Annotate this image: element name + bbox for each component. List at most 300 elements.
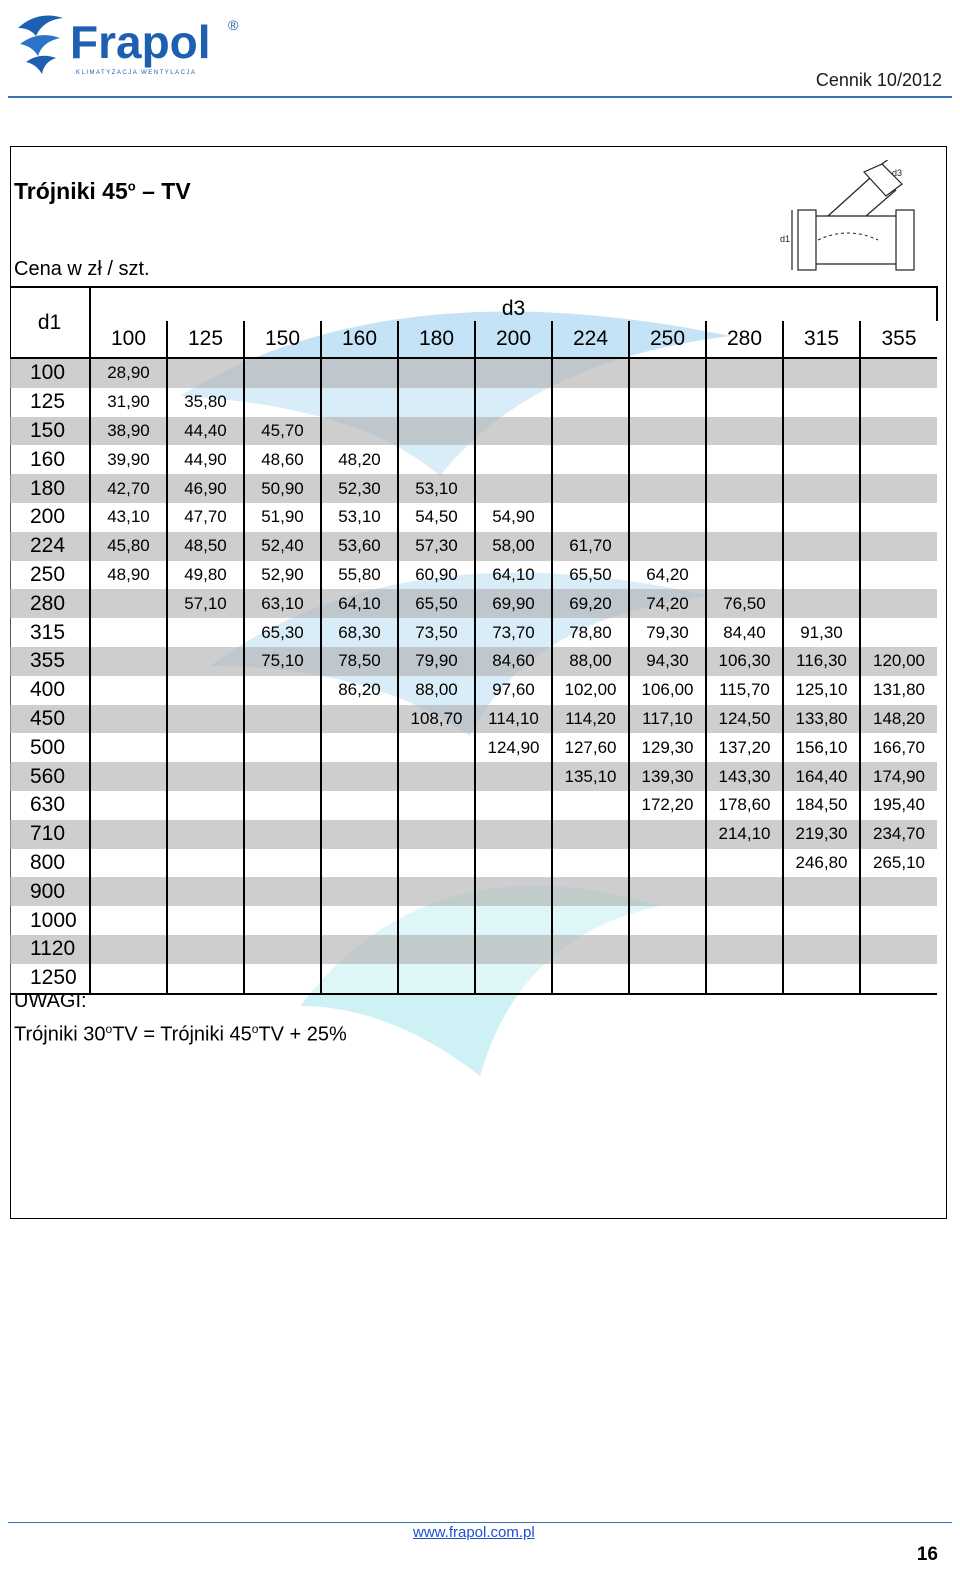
price-cell <box>552 358 629 388</box>
price-cell <box>398 791 475 820</box>
price-cell <box>321 417 398 446</box>
price-cell: 137,20 <box>706 733 783 762</box>
price-cell <box>167 877 244 906</box>
price-cell <box>90 849 167 878</box>
price-cell <box>552 503 629 532</box>
price-cell <box>244 906 321 935</box>
price-cell <box>783 417 860 446</box>
price-cell <box>398 388 475 417</box>
price-cell: 57,10 <box>167 589 244 618</box>
row-header-d1: 800 <box>10 849 90 878</box>
column-header: 100 <box>90 321 167 358</box>
price-cell: 46,90 <box>167 474 244 503</box>
price-cell <box>244 791 321 820</box>
column-header: 355 <box>860 321 937 358</box>
column-header: 180 <box>398 321 475 358</box>
price-cell <box>629 474 706 503</box>
price-cell: 78,80 <box>552 618 629 647</box>
price-cell <box>860 935 937 964</box>
price-cell <box>167 733 244 762</box>
price-cell <box>706 503 783 532</box>
price-cell <box>167 762 244 791</box>
row-header-d1: 1000 <box>10 906 90 935</box>
price-cell <box>90 791 167 820</box>
row-header-d1: 125 <box>10 388 90 417</box>
price-cell <box>475 762 552 791</box>
price-cell: 164,40 <box>783 762 860 791</box>
row-header-d1: 560 <box>10 762 90 791</box>
price-cell: 48,90 <box>90 561 167 590</box>
price-cell <box>475 417 552 446</box>
price-cell <box>475 358 552 388</box>
table-row <box>10 705 937 734</box>
price-cell <box>167 647 244 676</box>
table-row <box>10 733 937 762</box>
row-header-d1: 200 <box>10 503 90 532</box>
price-cell <box>860 964 937 994</box>
price-cell <box>90 935 167 964</box>
price-cell: 143,30 <box>706 762 783 791</box>
price-cell: 61,70 <box>552 532 629 561</box>
header-divider <box>8 96 952 98</box>
price-cell: 64,10 <box>475 561 552 590</box>
price-cell <box>706 877 783 906</box>
tee-fitting-diagram <box>778 160 938 275</box>
row-header-d1: 224 <box>10 532 90 561</box>
price-cell <box>398 820 475 849</box>
table-row <box>10 503 937 532</box>
column-header: 250 <box>629 321 706 358</box>
table-row <box>10 589 937 618</box>
price-cell <box>783 388 860 417</box>
price-cell <box>629 388 706 417</box>
table-row <box>10 877 937 906</box>
price-cell: 156,10 <box>783 733 860 762</box>
price-cell <box>706 906 783 935</box>
price-cell: 52,40 <box>244 532 321 561</box>
price-cell <box>860 561 937 590</box>
price-cell <box>783 503 860 532</box>
price-cell <box>321 358 398 388</box>
price-cell <box>475 849 552 878</box>
page-title: Trójniki 45$^o$ – TV <box>14 178 191 204</box>
row-header-d1: 1120 <box>10 935 90 964</box>
price-cell <box>398 417 475 446</box>
column-header: 200 <box>475 321 552 358</box>
price-unit-label: Cena w zł / szt. <box>14 258 150 280</box>
price-cell: 114,20 <box>552 705 629 734</box>
price-cell: 65,50 <box>552 561 629 590</box>
header-d1: d1 <box>10 287 90 358</box>
price-cell: 86,20 <box>321 676 398 705</box>
price-cell: 214,10 <box>706 820 783 849</box>
price-cell: 53,10 <box>398 474 475 503</box>
price-cell <box>90 618 167 647</box>
price-cell <box>706 849 783 878</box>
price-cell: 48,60 <box>244 445 321 474</box>
table-row <box>10 618 937 647</box>
price-cell: 131,80 <box>860 676 937 705</box>
price-cell <box>398 445 475 474</box>
table-row <box>10 445 937 474</box>
price-cell: 53,10 <box>321 503 398 532</box>
price-cell <box>321 388 398 417</box>
price-cell: 68,30 <box>321 618 398 647</box>
table-row <box>10 561 937 590</box>
price-cell: 166,70 <box>860 733 937 762</box>
price-cell: 265,10 <box>860 849 937 878</box>
price-cell <box>860 417 937 446</box>
price-cell <box>475 791 552 820</box>
price-cell <box>552 820 629 849</box>
price-cell <box>783 561 860 590</box>
price-cell: 73,50 <box>398 618 475 647</box>
price-cell: 115,70 <box>706 676 783 705</box>
price-cell <box>629 935 706 964</box>
price-cell <box>629 849 706 878</box>
price-cell: 88,00 <box>398 676 475 705</box>
price-cell: 102,00 <box>552 676 629 705</box>
price-cell <box>629 532 706 561</box>
table-row <box>10 935 937 964</box>
price-cell <box>90 906 167 935</box>
price-cell <box>706 474 783 503</box>
price-cell: 91,30 <box>783 618 860 647</box>
price-cell <box>706 417 783 446</box>
price-cell <box>860 388 937 417</box>
price-cell <box>90 705 167 734</box>
price-cell: 38,90 <box>90 417 167 446</box>
price-cell: 47,70 <box>167 503 244 532</box>
price-cell: 133,80 <box>783 705 860 734</box>
price-cell <box>321 791 398 820</box>
price-cell <box>475 964 552 994</box>
row-header-d1: 355 <box>10 647 90 676</box>
price-cell: 124,90 <box>475 733 552 762</box>
price-cell: 97,60 <box>475 676 552 705</box>
price-cell <box>706 445 783 474</box>
row-header-d1: 100 <box>10 358 90 388</box>
price-cell <box>552 849 629 878</box>
price-cell <box>552 388 629 417</box>
table-row <box>10 532 937 561</box>
price-cell <box>552 906 629 935</box>
price-cell: 52,90 <box>244 561 321 590</box>
price-cell <box>475 877 552 906</box>
price-cell <box>475 935 552 964</box>
price-cell: 74,20 <box>629 589 706 618</box>
price-cell <box>706 935 783 964</box>
price-cell: 124,50 <box>706 705 783 734</box>
price-cell <box>167 358 244 388</box>
price-cell: 246,80 <box>783 849 860 878</box>
price-cell <box>321 849 398 878</box>
price-cell <box>167 676 244 705</box>
table-row <box>10 820 937 849</box>
price-cell <box>629 820 706 849</box>
logo-swirl-icon <box>18 16 63 74</box>
price-cell <box>90 733 167 762</box>
price-cell: 219,30 <box>783 820 860 849</box>
price-cell: 43,10 <box>90 503 167 532</box>
notes-label: UWAGI: <box>14 990 87 1012</box>
price-cell <box>860 358 937 388</box>
price-cell: 117,10 <box>629 705 706 734</box>
price-cell <box>90 589 167 618</box>
price-cell: 31,90 <box>90 388 167 417</box>
price-cell: 75,10 <box>244 647 321 676</box>
price-cell <box>629 417 706 446</box>
price-cell: 84,40 <box>706 618 783 647</box>
price-cell <box>398 877 475 906</box>
price-cell <box>783 474 860 503</box>
price-cell <box>398 358 475 388</box>
price-cell <box>475 474 552 503</box>
price-cell: 60,90 <box>398 561 475 590</box>
price-cell <box>475 445 552 474</box>
price-cell: 52,30 <box>321 474 398 503</box>
price-cell <box>90 820 167 849</box>
column-header: 150 <box>244 321 321 358</box>
table-row <box>10 417 937 446</box>
price-cell <box>629 877 706 906</box>
row-header-d1: 900 <box>10 877 90 906</box>
price-cell: 51,90 <box>244 503 321 532</box>
price-cell <box>244 733 321 762</box>
price-cell <box>90 964 167 994</box>
row-header-d1: 250 <box>10 561 90 590</box>
table-row <box>10 474 937 503</box>
row-header-d1: 630 <box>10 791 90 820</box>
price-cell <box>167 618 244 647</box>
price-cell <box>783 906 860 935</box>
table-row <box>10 791 937 820</box>
price-cell <box>783 445 860 474</box>
price-cell: 116,30 <box>783 647 860 676</box>
price-cell <box>629 358 706 388</box>
price-cell <box>90 877 167 906</box>
price-cell <box>167 935 244 964</box>
price-cell <box>244 388 321 417</box>
price-cell: 172,20 <box>629 791 706 820</box>
price-cell: 55,80 <box>321 561 398 590</box>
price-cell: 49,80 <box>167 561 244 590</box>
price-cell <box>629 964 706 994</box>
price-cell <box>321 935 398 964</box>
price-cell <box>783 935 860 964</box>
svg-text:d1: d1 <box>780 234 791 244</box>
price-cell <box>860 618 937 647</box>
price-cell <box>629 445 706 474</box>
price-cell: 69,20 <box>552 589 629 618</box>
price-cell <box>90 676 167 705</box>
price-cell: 64,20 <box>629 561 706 590</box>
price-cell <box>706 388 783 417</box>
price-cell <box>783 589 860 618</box>
price-cell: 106,30 <box>706 647 783 676</box>
page-number: 16 <box>916 1544 938 1565</box>
price-cell <box>706 358 783 388</box>
price-cell <box>398 762 475 791</box>
price-cell: 135,10 <box>552 762 629 791</box>
price-cell <box>706 561 783 590</box>
price-cell <box>321 877 398 906</box>
price-cell <box>167 964 244 994</box>
price-cell: 45,80 <box>90 532 167 561</box>
price-cell: 148,20 <box>860 705 937 734</box>
column-header: 280 <box>706 321 783 358</box>
table-row <box>10 647 937 676</box>
price-cell <box>783 358 860 388</box>
price-cell <box>552 877 629 906</box>
row-header-d1: 150 <box>10 417 90 446</box>
price-cell: 42,70 <box>90 474 167 503</box>
column-header: 224 <box>552 321 629 358</box>
price-cell: 114,10 <box>475 705 552 734</box>
price-cell <box>244 705 321 734</box>
price-cell: 178,60 <box>706 791 783 820</box>
row-header-d1: 1250 <box>10 964 90 994</box>
price-cell <box>629 906 706 935</box>
row-header-d1: 710 <box>10 820 90 849</box>
price-cell <box>706 964 783 994</box>
price-cell <box>860 532 937 561</box>
row-header-d1: 180 <box>10 474 90 503</box>
header-d3: d3 <box>90 287 937 321</box>
price-cell: 79,30 <box>629 618 706 647</box>
price-cell: 79,90 <box>398 647 475 676</box>
price-cell: 73,70 <box>475 618 552 647</box>
table-row <box>10 358 937 388</box>
footer-divider <box>8 1522 952 1523</box>
price-cell: 108,70 <box>398 705 475 734</box>
svg-text:®: ® <box>228 17 239 33</box>
row-header-d1: 160 <box>10 445 90 474</box>
price-cell: 94,30 <box>629 647 706 676</box>
table-row <box>10 964 937 994</box>
price-cell <box>552 445 629 474</box>
price-cell <box>860 589 937 618</box>
price-cell: 65,30 <box>244 618 321 647</box>
price-cell: 84,60 <box>475 647 552 676</box>
price-cell <box>552 417 629 446</box>
price-cell: 48,20 <box>321 445 398 474</box>
price-cell <box>90 762 167 791</box>
price-cell <box>398 935 475 964</box>
price-cell: 63,10 <box>244 589 321 618</box>
price-cell <box>321 705 398 734</box>
price-cell <box>783 532 860 561</box>
frapol-logo <box>8 8 248 78</box>
table-row <box>10 849 937 878</box>
price-cell: 48,50 <box>167 532 244 561</box>
row-header-d1: 280 <box>10 589 90 618</box>
price-cell <box>398 733 475 762</box>
price-cell <box>475 906 552 935</box>
price-cell: 195,40 <box>860 791 937 820</box>
price-cell: 35,80 <box>167 388 244 417</box>
price-cell <box>321 733 398 762</box>
svg-text:Frapol: Frapol <box>70 16 211 68</box>
price-cell: 57,30 <box>398 532 475 561</box>
price-cell: 53,60 <box>321 532 398 561</box>
price-cell <box>552 474 629 503</box>
price-cell: 58,00 <box>475 532 552 561</box>
price-cell <box>90 647 167 676</box>
price-cell <box>321 820 398 849</box>
price-cell <box>321 964 398 994</box>
price-cell: 76,50 <box>706 589 783 618</box>
price-cell <box>244 676 321 705</box>
price-cell <box>706 532 783 561</box>
price-cell <box>552 964 629 994</box>
price-cell: 234,70 <box>860 820 937 849</box>
column-header: 160 <box>321 321 398 358</box>
row-header-d1: 400 <box>10 676 90 705</box>
price-cell <box>860 503 937 532</box>
price-cell: 106,00 <box>629 676 706 705</box>
price-cell: 78,50 <box>321 647 398 676</box>
table-row <box>10 388 937 417</box>
price-cell <box>244 762 321 791</box>
price-cell <box>629 503 706 532</box>
price-cell <box>552 791 629 820</box>
price-cell <box>244 820 321 849</box>
price-cell: 139,30 <box>629 762 706 791</box>
price-cell <box>244 358 321 388</box>
website-link[interactable]: www.frapol.com.pl <box>413 1524 535 1541</box>
price-cell <box>321 906 398 935</box>
price-cell: 28,90 <box>90 358 167 388</box>
price-cell <box>244 877 321 906</box>
price-cell: 174,90 <box>860 762 937 791</box>
price-cell <box>167 791 244 820</box>
table-row <box>10 762 937 791</box>
price-cell: 65,50 <box>398 589 475 618</box>
table-row <box>10 906 937 935</box>
price-cell: 45,70 <box>244 417 321 446</box>
price-cell: 120,00 <box>860 647 937 676</box>
price-cell: 50,90 <box>244 474 321 503</box>
price-cell <box>475 388 552 417</box>
price-cell <box>398 906 475 935</box>
price-cell: 54,50 <box>398 503 475 532</box>
column-header: 315 <box>783 321 860 358</box>
price-cell <box>860 877 937 906</box>
price-cell <box>475 820 552 849</box>
price-cell <box>167 705 244 734</box>
row-header-d1: 450 <box>10 705 90 734</box>
price-cell: 127,60 <box>552 733 629 762</box>
price-cell: 64,10 <box>321 589 398 618</box>
price-cell: 88,00 <box>552 647 629 676</box>
note-text: Trójniki $30^oTV$ = Trójniki $45^oTV + 25\%$ <box>14 1022 347 1046</box>
svg-text:d3: d3 <box>892 168 903 178</box>
price-cell <box>167 849 244 878</box>
row-header-d1: 315 <box>10 618 90 647</box>
price-cell <box>860 445 937 474</box>
price-cell: 129,30 <box>629 733 706 762</box>
price-cell <box>321 762 398 791</box>
price-cell: 125,10 <box>783 676 860 705</box>
price-cell <box>860 474 937 503</box>
svg-text:KLIMATYZACJA WENTYLACJA: KLIMATYZACJA WENTYLACJA <box>76 70 197 76</box>
column-header: 125 <box>167 321 244 358</box>
row-header-d1: 500 <box>10 733 90 762</box>
price-cell: 44,40 <box>167 417 244 446</box>
price-cell <box>398 849 475 878</box>
price-table <box>10 286 938 995</box>
